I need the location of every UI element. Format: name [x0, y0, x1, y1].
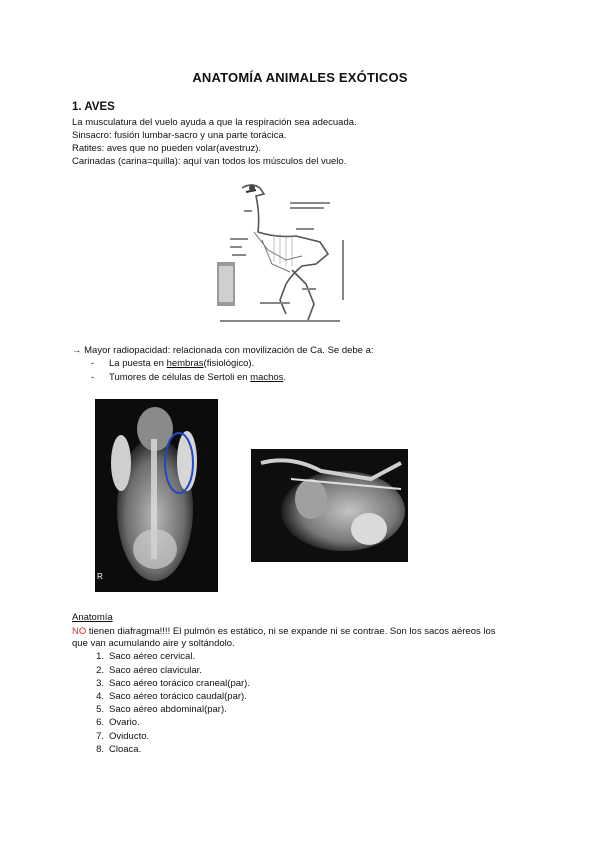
- anatomy-item-6: Ovario.: [109, 717, 140, 728]
- anatomy-item-5: Saco aéreo abdominal(par).: [109, 704, 227, 715]
- anatomy-num-4: 4.: [96, 691, 104, 702]
- xray-ventrodorsal: [95, 399, 218, 592]
- anatomy-num-6: 6.: [96, 717, 104, 728]
- anatomy-num-7: 7.: [96, 731, 104, 742]
- intro-line-4: Carinadas (carina=quilla): aquí van todos los músculos del vuelo.: [72, 156, 347, 167]
- anatomy-num-5: 5.: [96, 704, 104, 715]
- anatomy-heading: Anatomía: [72, 612, 113, 623]
- intro-line-2: Sinsacro: fusión lumbar-sacro y una parte torácica.: [72, 130, 287, 141]
- xray-ventrodorsal-drawing: [95, 399, 218, 592]
- anatomy-item-7: Oviducto.: [109, 731, 150, 742]
- radio-item-1: [109, 358, 254, 369]
- skeleton-drawing: [216, 180, 354, 332]
- skeleton-figure: [216, 180, 354, 332]
- radio-item-2-pre: Tumores de células de Sertoli en: [109, 372, 251, 383]
- anatomy-line-1: [72, 626, 496, 638]
- xray-lateral: [251, 449, 408, 562]
- anatomy-item-8: Cloaca.: [109, 744, 142, 755]
- radio-item-1-post: (fisiológico).: [203, 358, 255, 369]
- section-heading: 1. AVES: [72, 101, 115, 113]
- radio-item-1-pre: La puesta en: [109, 358, 167, 369]
- xray-lateral-drawing: [251, 449, 408, 562]
- xray-left-marker: R: [97, 572, 103, 581]
- intro-line-3: Ratites: aves que no pueden volar(avestruz).: [72, 143, 262, 154]
- radiopacity-line: → Mayor radiopacidad: relacionada con movilización de Ca. Se debe a:: [72, 345, 374, 356]
- radio-item-2-post: .: [283, 372, 287, 383]
- radio-item-2: [109, 372, 286, 383]
- anatomy-num-8: 8.: [96, 744, 104, 755]
- anatomy-num-2: 2.: [96, 665, 104, 676]
- radio-dash-2: -: [91, 372, 95, 383]
- anatomy-num-3: 3.: [96, 678, 104, 689]
- document-title: ANATOMÍA ANIMALES EXÓTICOS: [192, 70, 408, 85]
- anatomy-num-1: 1.: [96, 651, 104, 662]
- intro-line-1: La musculatura del vuelo ayuda a que la respiración sea adecuada.: [72, 117, 357, 128]
- anatomy-item-1: Saco aéreo cervical.: [109, 651, 196, 662]
- anatomy-line-2: que van acumulando aire y soltándolo.: [72, 638, 235, 649]
- radio-item-1-underlined: hembras: [166, 358, 204, 369]
- anatomy-item-3: Saco aéreo torácico craneal(par).: [109, 678, 250, 689]
- radio-dash-1: -: [91, 358, 95, 369]
- anatomy-no: NO: [72, 626, 87, 637]
- anatomy-item-2: Saco aéreo clavicular.: [109, 665, 202, 676]
- anatomy-item-4: Saco aéreo torácico caudal(par).: [109, 691, 247, 702]
- radio-item-2-underlined: machos: [250, 372, 284, 383]
- anatomy-text-1: tienen diafragma!!!! El pulmón es estático, ni se expande ni se contrae. Son los sacos aéreos los: [86, 626, 496, 637]
